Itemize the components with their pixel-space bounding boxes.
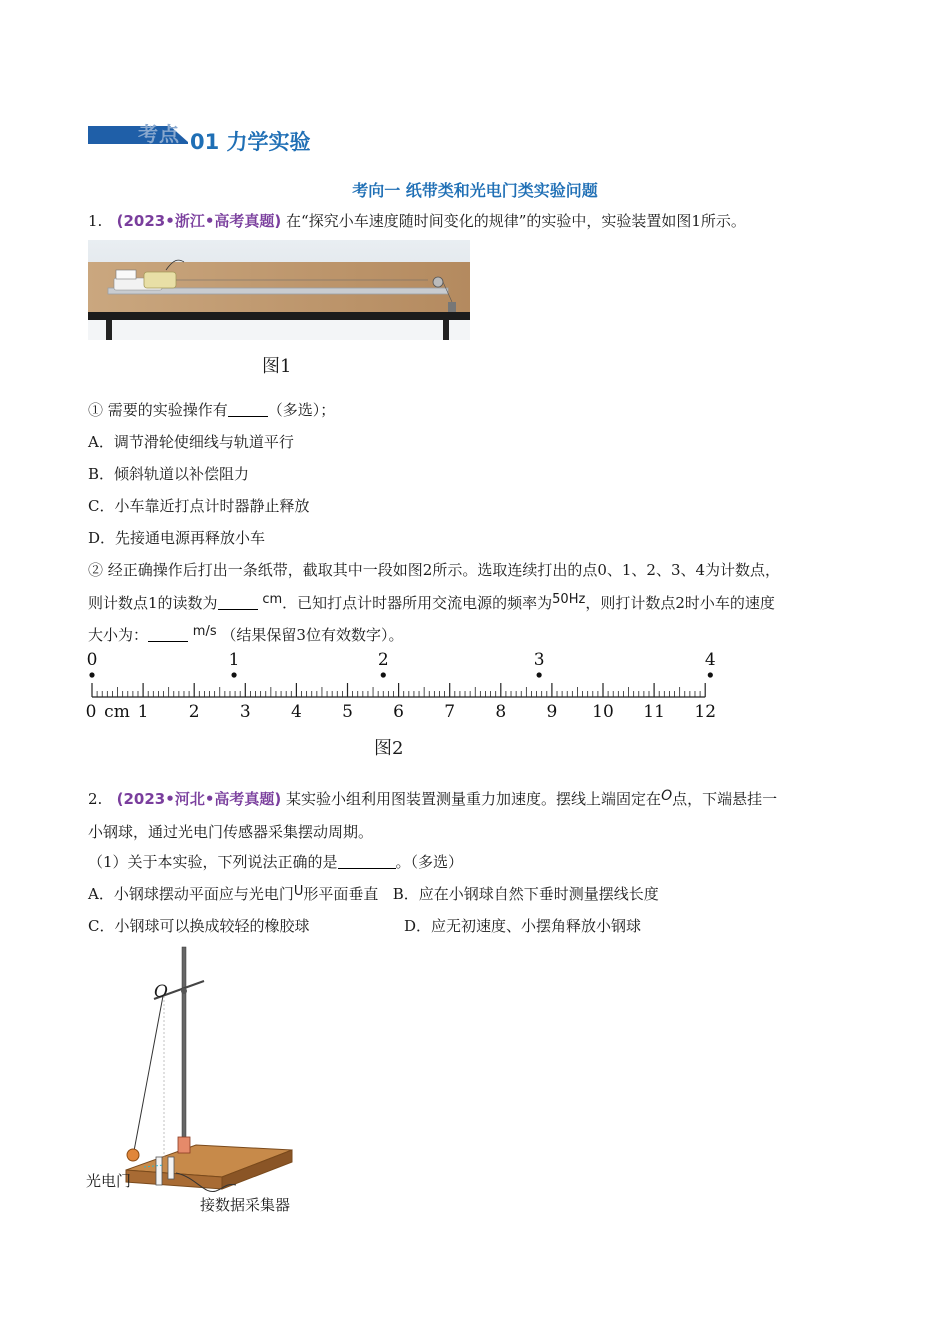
ruler-tick-label: 6 [393,702,405,722]
header-badge-text: 考点 [138,122,180,146]
pendulum-label-o: O [154,982,168,1002]
q2-options-row1 [88,884,659,906]
tape-point [708,672,713,677]
ruler-tick-label: 1 [137,702,149,722]
collector-label: 接数据采集器 [200,1196,291,1214]
q2-option-a-text2: 形平面垂直 [303,885,379,903]
q1-part2-line1: ② 经正确操作后打出一条纸带，截取其中一段如图2所示。选取连续打出的点0、1、2、3、4为计数点， [88,561,781,579]
q1-part1-tail: （多选）； [267,401,336,419]
ruler-tick-label: 7 [444,702,456,722]
q1-source: (2023•浙江•高考真题) [116,212,282,230]
ruler-tick-label: 8 [495,702,507,722]
unit-ms: m/s [192,624,217,639]
q1-option-c: C．小车靠近打点计时器静止释放 [88,497,310,515]
section-header [88,118,348,158]
q1-option-b: B．倾斜轨道以补偿阻力 [88,465,250,483]
q1-option-a: A．调节滑轮使细线与轨道平行 [88,433,294,451]
q1-reading-blank[interactable] [218,593,258,610]
q2-part1-text: （1）关于本实验，下列说法正确的是 [88,853,338,871]
q2-stem-text-b: 点，下端悬挂一 [672,790,778,808]
q2-stem-text-a: 某实验小组利用图装置测量重力加速度。摆线上端固定在 [286,790,662,808]
q1-number: 1. [88,212,103,230]
tape-point-label: 3 [533,650,545,670]
q2-option-a-u: U [293,884,304,899]
tape-point [537,672,542,677]
q2-option-b: B．应在小钢球自然下垂时测量摆线长度 [392,885,659,903]
ruler-tick-label: 11 [643,702,665,722]
unit-hz: 50Hz [552,592,586,607]
ruler-unit-label: cm [104,702,130,722]
q1-part1-text: ① 需要的实验操作有 [88,401,228,419]
tape-point-label: 4 [704,650,716,670]
q1-part1 [88,400,335,420]
ruler-tick-label: 5 [342,702,353,722]
header-title: 01 力学实验 [190,130,311,154]
pendulum-string [134,996,163,1151]
q2-option-c: C．小钢球可以换成较轻的橡胶球 [88,917,310,935]
q2-source: (2023•河北•高考真题) [116,790,282,808]
tape-point [89,672,94,677]
photogate [156,1157,162,1185]
tape-point-label: 2 [377,650,389,670]
q1-stem [88,211,746,231]
q2-number: 2. [88,790,103,808]
ruler-tick-label: 9 [546,702,558,722]
ruler-tick-label: 3 [239,702,251,722]
photogate-label: 光电门 [86,1172,132,1190]
q2-part1 [88,852,463,872]
tape-point [231,672,236,677]
stand-clamp [178,1137,190,1153]
q2-option-a-text: A．小钢球摆动平面应与光电门 [88,885,294,903]
q1-part2-line2 [88,593,775,615]
q1-part2-line3 [88,625,403,647]
tape-point [381,672,386,677]
q2-point-o: O [661,788,673,804]
steel-ball [127,1149,139,1161]
ruler-tick-label: 4 [290,702,302,722]
figure-2-ruler [80,645,730,725]
q1-option-d: D．先接通电源再释放小车 [88,529,266,547]
q1-part2-text-b: ．已知打点计时器所用交流电源的频率为 [282,594,553,612]
ruler-tick-label: 12 [694,702,717,722]
q2-stem-line1 [88,789,777,810]
stand-rod [182,947,186,1147]
tape-point-label: 1 [228,650,240,670]
q2-stem-line2: 小钢球，通过光电门传感器采集摆动周期。 [88,823,374,841]
q1-part2-text-a: 则计数点1的读数为 [88,594,218,612]
q1-part1-answer-blank[interactable] [228,400,268,417]
q1-part2-text-d: 大小为： [88,626,149,644]
figure-1-caption: 图1 [262,356,292,377]
figure-1-apparatus-photo [88,240,470,340]
q2-option-d: D．应无初速度、小摆角释放小钢球 [404,917,642,935]
tape-point-label: 0 [86,650,98,670]
ruler-tick-label: 2 [188,702,200,722]
unit-cm: cm [262,592,283,607]
ruler-tick-label: 0 [85,702,97,722]
figure-2-caption: 图2 [374,738,404,759]
q2-part1-tail: 。（多选） [395,853,464,871]
q1-part2-text-c: ，则打计数点2时小车的速度 [585,594,775,612]
ruler-tick-label: 10 [592,702,614,722]
q1-speed-blank[interactable] [148,625,188,642]
q1-part2-text-e: （结果保留3位有效数字）。 [221,626,404,644]
q1-stem-text: 在“探究小车速度随时间变化的规律”的实验中，实验装置如图1所示。 [286,212,746,230]
q2-options-row2 [88,916,641,936]
section-subtitle: 考向一 纸带类和光电门类实验问题 [352,181,598,200]
q2-part1-answer-blank[interactable] [338,852,396,869]
